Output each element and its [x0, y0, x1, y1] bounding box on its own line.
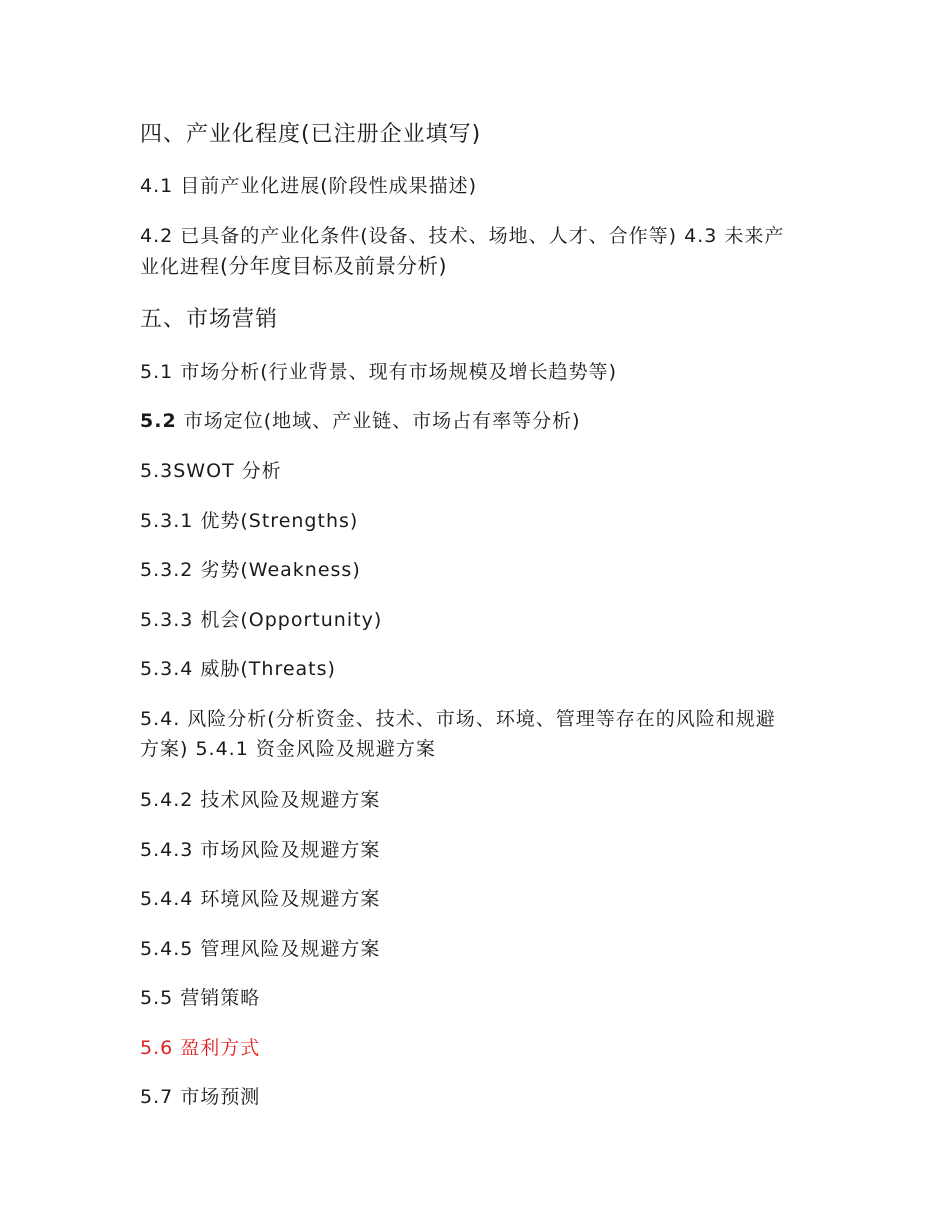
item-5-4-4: 5.4.4 环境风险及规避方案 [140, 888, 381, 910]
section-5-heading: 五、市场营销 [140, 307, 279, 332]
item-4-2-line-1: 4.2 已具备的产业化条件(设备、技术、场地、人才、合作等) 4.3 未来产 [140, 225, 785, 247]
item-5-4-3: 5.4.3 市场风险及规避方案 [140, 839, 381, 861]
item-5-3: 5.3SWOT 分析 [140, 460, 282, 482]
item-5-7: 5.7 市场预测 [140, 1086, 261, 1108]
item-4-2-line-2 [140, 251, 447, 282]
item-5-4-5: 5.4.5 管理风险及规避方案 [140, 938, 381, 960]
item-5-2-number: 5.2 [140, 410, 177, 432]
item-5-3-2: 5.3.2 劣势(Weakness) [140, 559, 361, 581]
item-5-3-4: 5.3.4 威胁(Threats) [140, 658, 336, 680]
item-5-4-line-2: 方案) 5.4.1 资金风险及规避方案 [140, 738, 436, 760]
item-4-1: 4.1 目前产业化进展(阶段性成果描述) [140, 175, 478, 197]
section-4-heading: 四、产业化程度(已注册企业填写) [140, 122, 482, 147]
item-5-2 [140, 406, 581, 436]
item-5-3-3: 5.3.3 机会(Opportunity) [140, 609, 383, 631]
item-5-2-text: 市场定位(地域、产业链、市场占有率等分析) [176, 410, 581, 432]
item-5-4-2: 5.4.2 技术风险及规避方案 [140, 789, 381, 811]
item-5-6-highlighted: 5.6 盈利方式 [140, 1037, 261, 1059]
item-4-2-line-2-part-1: 业化进程 [140, 256, 221, 278]
item-5-5: 5.5 营销策略 [140, 987, 261, 1009]
item-5-4-line-1: 5.4. 风险分析(分析资金、技术、市场、环境、管理等存在的风险和规避 [140, 708, 776, 730]
item-4-2-line-2-part-2: (分年度目标及前景分析) [220, 254, 448, 278]
item-5-1: 5.1 市场分析(行业背景、现有市场规模及增长趋势等) [140, 361, 618, 383]
item-5-3-1: 5.3.1 优势(Strengths) [140, 510, 359, 532]
